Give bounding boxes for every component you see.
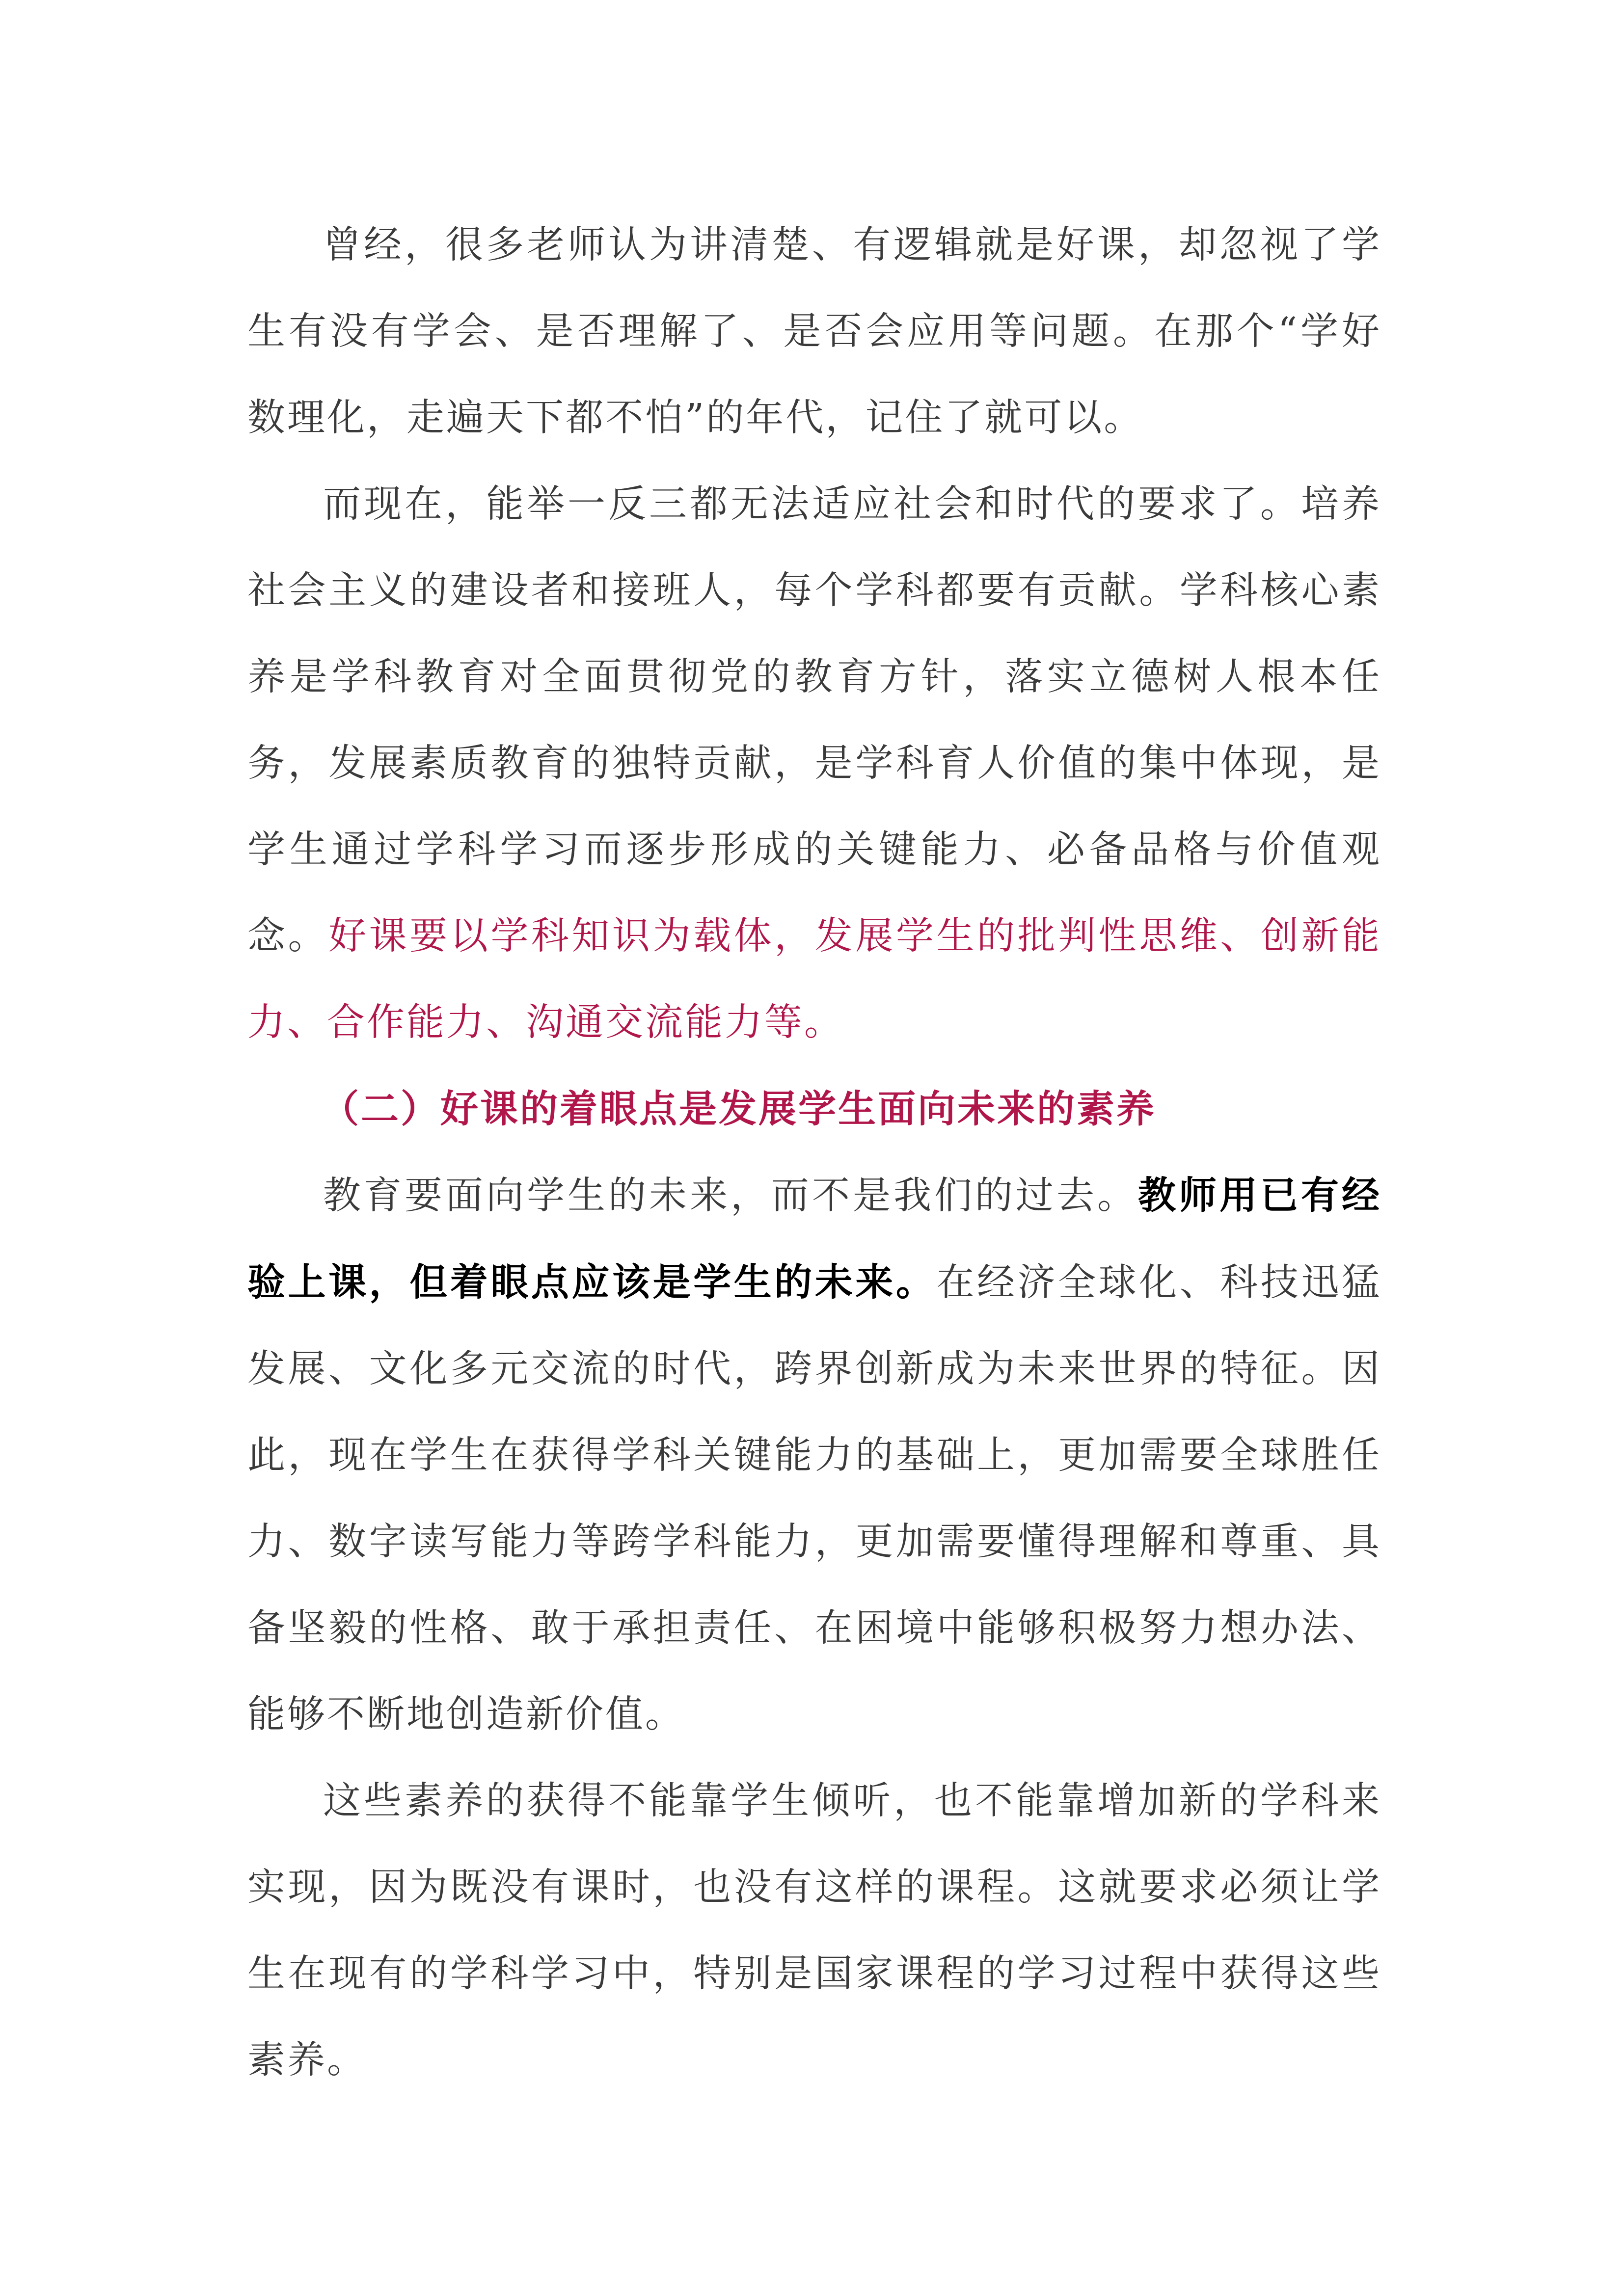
paragraph-2-highlight: 好课要以学科知识为载体，发展学生的批判性思维、创新能力、合作能力、沟通交流能力等。 bbox=[247, 914, 1382, 1044]
paragraph-2 bbox=[247, 461, 1381, 1066]
document-body bbox=[247, 202, 1381, 2104]
paragraph-3-lead: 教育要面向学生的未来，而不是我们的过去。 bbox=[323, 1174, 1138, 1218]
section-heading: （二）好课的着眼点是发展学生面向未来的素养 bbox=[321, 1087, 1156, 1131]
paragraph-2-text: 而现在，能举一反三都无法适应社会和时代的要求了。培养社会主义的建设者和接班人，每个学科都要有贡献。学科核心素养是学科教育对全面贯彻党的教育方针，落实立德树人根本任务，发展素质教育的独特贡献，是学科育人价值的集中体现，是学生通过学科学习而逐步形成的关键能力、必备品格与价值观念。 bbox=[247, 482, 1381, 958]
paragraph-1-text: 曾经，很多老师认为讲清楚、有逻辑就是好课，却忽视了学生有没有学会、是否理解了、是否会应用等问题。在那个“学好数理化，走遍天下都不怕”的年代，记住了就可以。 bbox=[247, 223, 1381, 440]
paragraph-3-tail: 在经济全球化、科技迅猛发展、文化多元交流的时代，跨界创新成为未来世界的特征。因此，现在学生在获得学科关键能力的基础上，更加需要全球胜任力、数字读写能力等跨学科能力，更加需要懂得理解和尊重、具备坚毅的性格、敢于承担责任、在困境中能够积极努力想办法、能够不断地创造新价值。 bbox=[247, 1261, 1382, 1736]
paragraph-1 bbox=[247, 202, 1381, 461]
paragraph-4-text: 这些素养的获得不能靠学生倾听，也不能靠增加新的学科来实现，因为既没有课时，也没有这样的课程。这就要求必须让学生在现有的学科学习中，特别是国家课程的学习过程中获得这些素养。 bbox=[247, 1779, 1381, 2082]
paragraph-3-bold: 教师用已有经验上课，但着眼点应该是学生的未来。 bbox=[247, 1174, 1381, 1305]
paragraph-4 bbox=[247, 1758, 1381, 2104]
paragraph-3 bbox=[247, 1152, 1381, 1758]
